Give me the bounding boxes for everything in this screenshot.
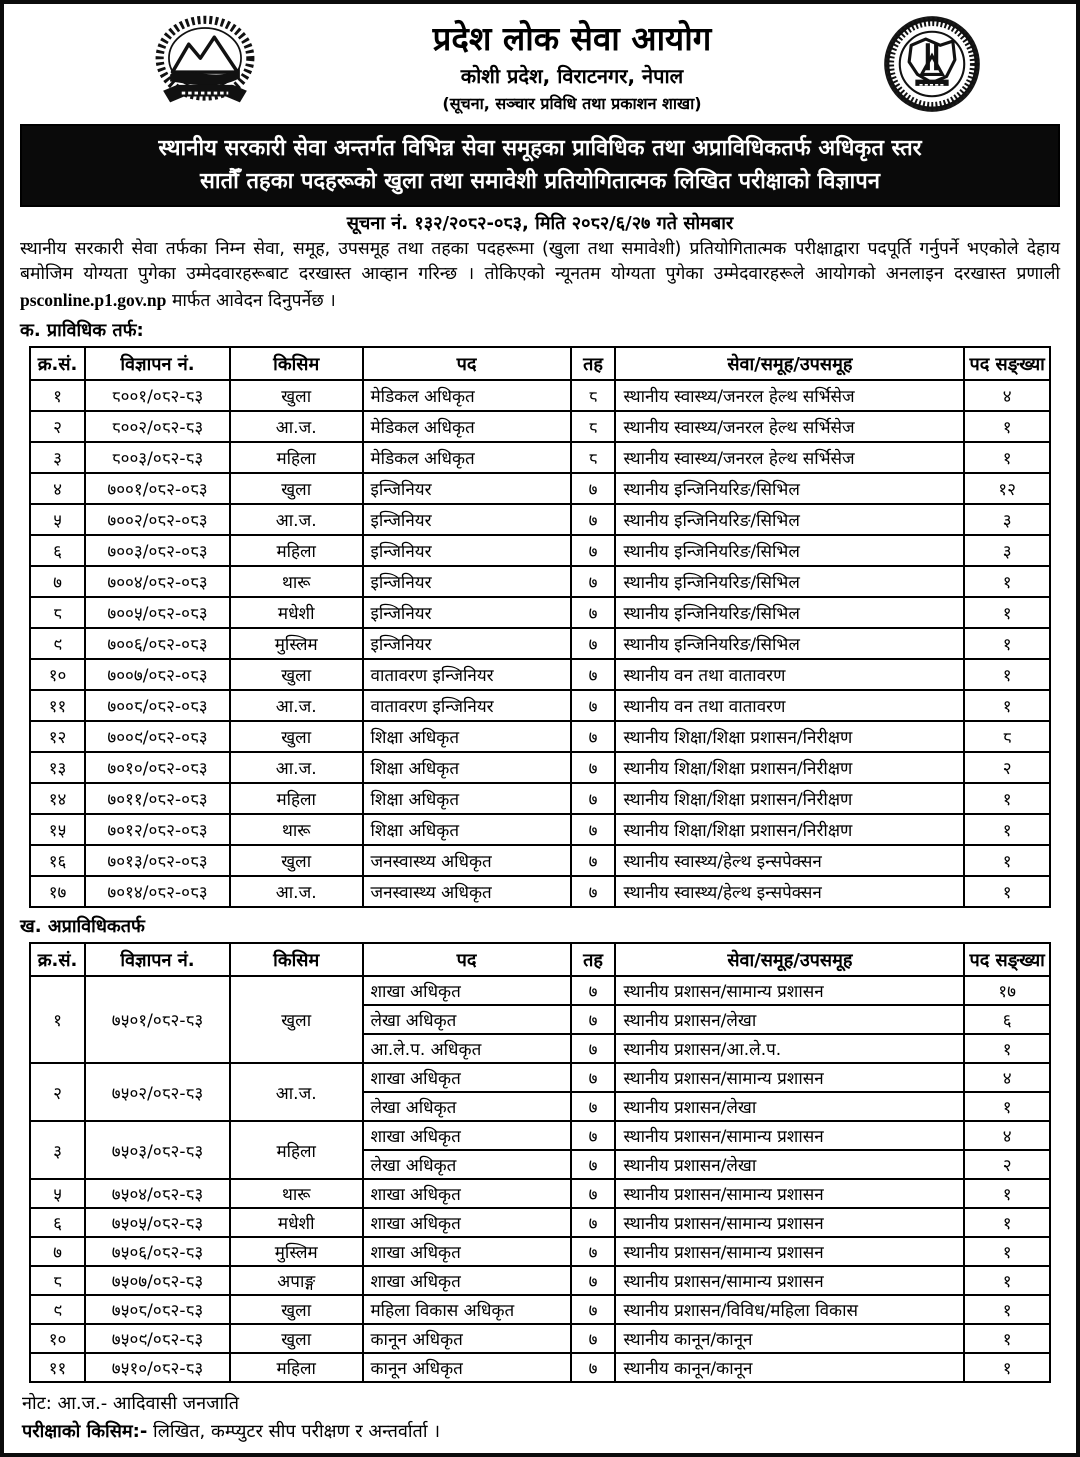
table-cell: स्थानीय प्रशासन/सामान्य प्रशासन (615, 1266, 964, 1295)
table-cell: अपाङ्ग (230, 1266, 363, 1295)
table-cell: खुला (230, 473, 363, 504)
exam-type-label: परीक्षाको किसिम:- (22, 1421, 148, 1442)
table-row (30, 690, 1050, 721)
table-cell: इन्जिनियर (363, 504, 571, 535)
table-cell: ८ (964, 721, 1050, 752)
table-row (30, 1063, 1050, 1092)
application-portal-url: psconline.p1.gov.np (20, 289, 167, 310)
table-cell: ५ (30, 1179, 85, 1208)
table-cell: इन्जिनियर (363, 597, 571, 628)
table-cell: स्थानीय प्रशासन/सामान्य प्रशासन (615, 1063, 964, 1092)
table-cell: ७००९/०८२-०८३ (85, 721, 230, 752)
table-cell: मधेशी (230, 597, 363, 628)
table-row (30, 597, 1050, 628)
table-row (30, 1266, 1050, 1295)
table-cell: १५ (30, 814, 85, 845)
table-cell: स्थानीय इन्जिनियरिङ/सिभिल (615, 566, 964, 597)
table-cell: ७००५/०८२-०८३ (85, 597, 230, 628)
table-cell: ३ (964, 535, 1050, 566)
column-header: सेवा/समूह/उपसमूह (615, 943, 964, 976)
table-cell: १ (964, 1266, 1050, 1295)
table-cell: १२ (964, 473, 1050, 504)
table-row (30, 783, 1050, 814)
table-cell: १ (964, 659, 1050, 690)
technical-posts-table (29, 346, 1051, 908)
table-cell: ४ (964, 1121, 1050, 1150)
table-cell: ७५०६/०८२-८३ (85, 1237, 230, 1266)
table-cell: १० (30, 1324, 85, 1353)
table-cell: ७ (571, 659, 616, 690)
table-cell: स्थानीय कानून/कानून (615, 1353, 964, 1382)
table-cell: १ (964, 1034, 1050, 1063)
table-cell: ७ (571, 1324, 616, 1353)
table-cell: महिला विकास अधिकृत (363, 1295, 571, 1324)
table-row (30, 752, 1050, 783)
table-cell: १ (30, 976, 85, 1063)
table-cell: ७ (571, 504, 616, 535)
table-cell: ७ (571, 1092, 616, 1121)
table-cell: १ (964, 1179, 1050, 1208)
column-header: पद (363, 347, 571, 380)
table-cell: खुला (230, 1295, 363, 1324)
intro-text-1: स्थानीय सरकारी सेवा तर्फका निम्न सेवा, समूह, उपसमूह तथा तहका पदहरूमा (खुला तथा समावेशी) प्रतियोगितात्मक परीक्षाद्वारा पदपूर्ति गर्नुपर्ने भएकोले देहाय बमोजिम योग्यता पुगेका उम्मेदवारहरूबाट दरखास्त आव्हान गरिन्छ । तोकिएको न्यूनतम योग्यता पुगेका उम्मेदवारहरूले आयोगको अनलाइन दरखास्त प्रणाली (20, 238, 1060, 285)
table-cell: स्थानीय प्रशासन/सामान्य प्रशासन (615, 976, 964, 1005)
table-cell: शाखा अधिकृत (363, 1063, 571, 1092)
table-cell: ९ (30, 628, 85, 659)
table-row (30, 845, 1050, 876)
column-header: क्र.सं. (30, 347, 85, 380)
table-cell: १ (964, 411, 1050, 442)
table-cell: ११ (30, 690, 85, 721)
table-cell: स्थानीय इन्जिनियरिङ/सिभिल (615, 504, 964, 535)
nepal-government-emblem-icon (146, 14, 264, 118)
table-cell: शिक्षा अधिकृत (363, 783, 571, 814)
intro-paragraph (20, 237, 1060, 314)
commission-seal-icon (880, 14, 984, 118)
table-cell: ७ (571, 1179, 616, 1208)
table-cell: शाखा अधिकृत (363, 1208, 571, 1237)
table-cell: स्थानीय प्रशासन/लेखा (615, 1092, 964, 1121)
table-cell: खुला (230, 845, 363, 876)
column-header: पद (363, 943, 571, 976)
table-cell: स्थानीय प्रशासन/सामान्य प्रशासन (615, 1179, 964, 1208)
table-row (30, 380, 1050, 411)
table-cell: स्थानीय स्वास्थ्य/जनरल हेल्थ सर्भिसेज (615, 411, 964, 442)
table-cell: थारू (230, 566, 363, 597)
table-cell: ७ (30, 566, 85, 597)
table-row (30, 1237, 1050, 1266)
column-header: विज्ञापन नं. (85, 943, 230, 976)
table-cell: १ (964, 628, 1050, 659)
table-cell: ७०१४/०८२-०८३ (85, 876, 230, 907)
section-a-title: क. प्राविधिक तर्फ: (20, 320, 144, 341)
table-cell: ७००१/०८२-०८३ (85, 473, 230, 504)
table-cell: २ (30, 1063, 85, 1121)
table-cell: ५ (30, 504, 85, 535)
table-cell: थारू (230, 1179, 363, 1208)
table-cell: स्थानीय स्वास्थ्य/जनरल हेल्थ सर्भिसेज (615, 380, 964, 411)
table-cell: ३ (30, 1121, 85, 1179)
table-cell: ७ (571, 876, 616, 907)
org-branch: (सूचना, सञ्चार प्रविधि तथा प्रकाशन शाखा) (442, 93, 702, 113)
table-cell: स्थानीय वन तथा वातावरण (615, 659, 964, 690)
table-cell: ८ (571, 380, 616, 411)
table-cell: ७५०९/०८२-८३ (85, 1324, 230, 1353)
table-row (30, 976, 1050, 1005)
table-cell: शिक्षा अधिकृत (363, 814, 571, 845)
table-row (30, 1324, 1050, 1353)
table-cell: १ (964, 597, 1050, 628)
table-cell: ७ (571, 597, 616, 628)
table-cell: २ (964, 752, 1050, 783)
table-cell: ७ (30, 1237, 85, 1266)
table-cell: शिक्षा अधिकृत (363, 721, 571, 752)
table-cell: इन्जिनियर (363, 473, 571, 504)
table-cell: ७०१२/०८२-०८३ (85, 814, 230, 845)
table-cell: आ.ज. (230, 1063, 363, 1121)
table-cell: १२ (30, 721, 85, 752)
table-cell: ७ (571, 783, 616, 814)
table-cell: ६ (30, 1208, 85, 1237)
table-cell: १ (964, 1353, 1050, 1382)
table-row (30, 1179, 1050, 1208)
table-row (30, 1121, 1050, 1150)
advertisement-title-banner (20, 124, 1060, 207)
table-cell: इन्जिनियर (363, 566, 571, 597)
table-cell: ६ (964, 1005, 1050, 1034)
table-cell: ७५०१/०८२-८३ (85, 976, 230, 1063)
table-cell: वातावरण इन्जिनियर (363, 690, 571, 721)
table-row (30, 659, 1050, 690)
table-cell: आ.ज. (230, 690, 363, 721)
table-cell: शाखा अधिकृत (363, 976, 571, 1005)
table-cell: ७५०८/०८२-८३ (85, 1295, 230, 1324)
table-cell: ७५०५/०८२-८३ (85, 1208, 230, 1237)
table-row (30, 535, 1050, 566)
table-cell: खुला (230, 659, 363, 690)
table-cell: वातावरण इन्जिनियर (363, 659, 571, 690)
table-cell: १६ (30, 845, 85, 876)
table-cell: स्थानीय इन्जिनियरिङ/सिभिल (615, 628, 964, 659)
table-cell: महिला (230, 1121, 363, 1179)
table-cell: ७५०७/०८२-८३ (85, 1266, 230, 1295)
exam-type-text: लिखित, कम्प्युटर सीप परीक्षण र अन्तर्वार्ता । (147, 1421, 441, 1442)
table-cell: ८ (571, 442, 616, 473)
table-cell: स्थानीय वन तथा वातावरण (615, 690, 964, 721)
org-address: कोशी प्रदेश, विराटनगर, नेपाल (460, 63, 684, 88)
table-cell: शाखा अधिकृत (363, 1179, 571, 1208)
table-row (30, 504, 1050, 535)
banner-line-2: सातौँ तहका पदहरूको खुला तथा समावेशी प्रतियोगितात्मक लिखित परीक्षाको विज्ञापन (200, 169, 880, 195)
table-cell: आ.ज. (230, 411, 363, 442)
table-cell: ७ (571, 1063, 616, 1092)
table-cell: स्थानीय प्रशासन/लेखा (615, 1005, 964, 1034)
table-cell: १ (30, 380, 85, 411)
table-cell: शाखा अधिकृत (363, 1121, 571, 1150)
table-cell: खुला (230, 380, 363, 411)
table-cell: ७०१०/०८२-०८३ (85, 752, 230, 783)
table-cell: स्थानीय प्रशासन/लेखा (615, 1150, 964, 1179)
table-cell: स्थानीय इन्जिनियरिङ/सिभिल (615, 597, 964, 628)
table-cell: इन्जिनियर (363, 628, 571, 659)
table-cell: ६ (30, 535, 85, 566)
table-cell: स्थानीय कानून/कानून (615, 1324, 964, 1353)
table-cell: ४ (964, 1063, 1050, 1092)
intro-text-2: मार्फत आवेदन दिनुपर्नेछ । (166, 290, 336, 311)
table-header-row (30, 347, 1050, 380)
table-cell: १७ (30, 876, 85, 907)
table-cell: मेडिकल अधिकृत (363, 411, 571, 442)
table-cell: ७ (571, 1353, 616, 1382)
table-cell: ४ (30, 473, 85, 504)
column-header: क्र.सं. (30, 943, 85, 976)
table-cell: स्थानीय स्वास्थ्य/हेल्थ इन्सपेक्सन (615, 845, 964, 876)
table-cell: ७ (571, 1121, 616, 1150)
section-b-title: ख. अप्राविधिकतर्फ (20, 916, 145, 937)
table-cell: जनस्वास्थ्य अधिकृत (363, 845, 571, 876)
table-row (30, 473, 1050, 504)
table-cell: ७ (571, 1266, 616, 1295)
table-cell: ३ (964, 504, 1050, 535)
table-cell: १ (964, 1295, 1050, 1324)
table-row (30, 814, 1050, 845)
table-cell: ८ (30, 597, 85, 628)
table-cell: ७ (571, 628, 616, 659)
table-row (30, 1208, 1050, 1237)
table-cell: १० (30, 659, 85, 690)
table-cell: ७ (571, 1034, 616, 1063)
table-cell: १ (964, 690, 1050, 721)
table-cell: स्थानीय शिक्षा/शिक्षा प्रशासन/निरीक्षण (615, 814, 964, 845)
table-cell: आ.ज. (230, 504, 363, 535)
table-cell: १ (964, 876, 1050, 907)
table-cell: स्थानीय शिक्षा/शिक्षा प्रशासन/निरीक्षण (615, 752, 964, 783)
table-cell: ७ (571, 1208, 616, 1237)
table-cell: १ (964, 783, 1050, 814)
column-header: सेवा/समूह/उपसमूह (615, 347, 964, 380)
table-cell: मुस्लिम (230, 1237, 363, 1266)
table-cell: मुस्लिम (230, 628, 363, 659)
table-cell: ७००३/०८२-०८३ (85, 535, 230, 566)
non-technical-posts-table (29, 942, 1051, 1383)
column-header: पद सङ्ख्या (964, 943, 1050, 976)
table-cell: ८००३/०८२-८३ (85, 442, 230, 473)
table-cell: ७००६/०८२-०८३ (85, 628, 230, 659)
table-cell: महिला (230, 783, 363, 814)
table-cell: ४ (964, 380, 1050, 411)
table-cell: लेखा अधिकृत (363, 1005, 571, 1034)
table-cell: मधेशी (230, 1208, 363, 1237)
table-cell: जनस्वास्थ्य अधिकृत (363, 876, 571, 907)
footer-notes (22, 1391, 1062, 1443)
table-cell: शाखा अधिकृत (363, 1266, 571, 1295)
table-row (30, 1295, 1050, 1324)
table-cell: ७ (571, 1295, 616, 1324)
abbreviation-note: नोट: आ.ज.- आदिवासी जनजाति (22, 1393, 240, 1414)
table-cell: १ (964, 442, 1050, 473)
table-cell: स्थानीय प्रशासन/विविध/महिला विकास (615, 1295, 964, 1324)
table-cell: ७ (571, 566, 616, 597)
table-row (30, 628, 1050, 659)
table-row (30, 411, 1050, 442)
table-cell: ७००२/०८२-०८३ (85, 504, 230, 535)
table-cell: स्थानीय स्वास्थ्य/हेल्थ इन्सपेक्सन (615, 876, 964, 907)
document-header (18, 10, 1062, 118)
table-cell: कानून अधिकृत (363, 1353, 571, 1382)
table-cell: १ (964, 1237, 1050, 1266)
table-cell: ७ (571, 535, 616, 566)
table-cell: स्थानीय इन्जिनियरिङ/सिभिल (615, 535, 964, 566)
notice-number-line: सूचना नं. १३२/२०८२-०८३, मिति २०८२/६/२७ गते सोमबार (346, 212, 734, 234)
table-cell: मेडिकल अधिकृत (363, 442, 571, 473)
table-cell: ७ (571, 752, 616, 783)
table-cell: १३ (30, 752, 85, 783)
column-header: तह (571, 943, 616, 976)
table-cell: आ.ले.प. अधिकृत (363, 1034, 571, 1063)
table-cell: शाखा अधिकृत (363, 1237, 571, 1266)
table-cell: ८००२/०८२-८३ (85, 411, 230, 442)
table-cell: खुला (230, 976, 363, 1063)
table-cell: ८ (30, 1266, 85, 1295)
table-cell: स्थानीय प्रशासन/सामान्य प्रशासन (615, 1208, 964, 1237)
table-cell: स्थानीय शिक्षा/शिक्षा प्रशासन/निरीक्षण (615, 721, 964, 752)
table-cell: आ.ज. (230, 876, 363, 907)
table-cell: ७५१०/०८२-८३ (85, 1353, 230, 1382)
column-header: किसिम (230, 347, 363, 380)
table-cell: इन्जिनियर (363, 535, 571, 566)
table-cell: लेखा अधिकृत (363, 1092, 571, 1121)
column-header: विज्ञापन नं. (85, 347, 230, 380)
table-cell: लेखा अधिकृत (363, 1150, 571, 1179)
table-cell: २ (964, 1150, 1050, 1179)
table-cell: ७००७/०८२-०८३ (85, 659, 230, 690)
column-header: तह (571, 347, 616, 380)
table-cell: स्थानीय प्रशासन/सामान्य प्रशासन (615, 1121, 964, 1150)
table-cell: ९ (30, 1295, 85, 1324)
org-name: प्रदेश लोक सेवा आयोग (432, 19, 712, 58)
table-cell: १७ (964, 976, 1050, 1005)
table-cell: ७००८/०८२-०८३ (85, 690, 230, 721)
table-cell: १ (964, 566, 1050, 597)
table-cell: खुला (230, 721, 363, 752)
table-cell: स्थानीय इन्जिनियरिङ/सिभिल (615, 473, 964, 504)
table-cell: ७ (571, 1005, 616, 1034)
table-cell: ७००४/०८२-०८३ (85, 566, 230, 597)
table-row (30, 721, 1050, 752)
org-identity (264, 14, 880, 114)
table-cell: ७ (571, 721, 616, 752)
banner-line-1: स्थानीय सरकारी सेवा अन्तर्गत विभिन्न सेवा समूहका प्राविधिक तथा अप्राविधिकतर्फ अधिकृत स्तर (158, 136, 922, 161)
table-cell: १ (964, 845, 1050, 876)
table-cell: स्थानीय स्वास्थ्य/जनरल हेल्थ सर्भिसेज (615, 442, 964, 473)
table-cell: महिला (230, 1353, 363, 1382)
table-cell: ८ (571, 411, 616, 442)
table-row (30, 442, 1050, 473)
table-cell: ७ (571, 1237, 616, 1266)
table-cell: १ (964, 1092, 1050, 1121)
table-row (30, 566, 1050, 597)
table-cell: स्थानीय प्रशासन/सामान्य प्रशासन (615, 1237, 964, 1266)
table-cell: मेडिकल अधिकृत (363, 380, 571, 411)
table-cell: ७ (571, 814, 616, 845)
table-cell: स्थानीय शिक्षा/शिक्षा प्रशासन/निरीक्षण (615, 783, 964, 814)
table-cell: स्थानीय प्रशासन/आ.ले.प. (615, 1034, 964, 1063)
table-cell: ७ (571, 845, 616, 876)
table-cell: कानून अधिकृत (363, 1324, 571, 1353)
table-cell: ७ (571, 690, 616, 721)
table-cell: ७५०३/०८२-८३ (85, 1121, 230, 1179)
table-cell: १ (964, 1324, 1050, 1353)
table-cell: ७५०४/०८२-८३ (85, 1179, 230, 1208)
table-row (30, 1353, 1050, 1382)
table-cell: १ (964, 1208, 1050, 1237)
table-cell: ११ (30, 1353, 85, 1382)
table-header-row (30, 943, 1050, 976)
table-cell: आ.ज. (230, 752, 363, 783)
table-cell: ७ (571, 976, 616, 1005)
table-cell: ७०१३/०८२-०८३ (85, 845, 230, 876)
table-cell: थारू (230, 814, 363, 845)
table-cell: ७ (571, 473, 616, 504)
table-cell: महिला (230, 442, 363, 473)
table-cell: महिला (230, 535, 363, 566)
table-cell: ३ (30, 442, 85, 473)
table-cell: ७५०२/०८२-८३ (85, 1063, 230, 1121)
table-cell: १४ (30, 783, 85, 814)
table-cell: ८००१/०८२-८३ (85, 380, 230, 411)
table-cell: २ (30, 411, 85, 442)
column-header: किसिम (230, 943, 363, 976)
table-cell: शिक्षा अधिकृत (363, 752, 571, 783)
table-cell: खुला (230, 1324, 363, 1353)
column-header: पद सङ्ख्या (964, 347, 1050, 380)
table-cell: ७ (571, 1150, 616, 1179)
table-cell: ७०११/०८२-०८३ (85, 783, 230, 814)
table-cell: १ (964, 814, 1050, 845)
table-row (30, 876, 1050, 907)
